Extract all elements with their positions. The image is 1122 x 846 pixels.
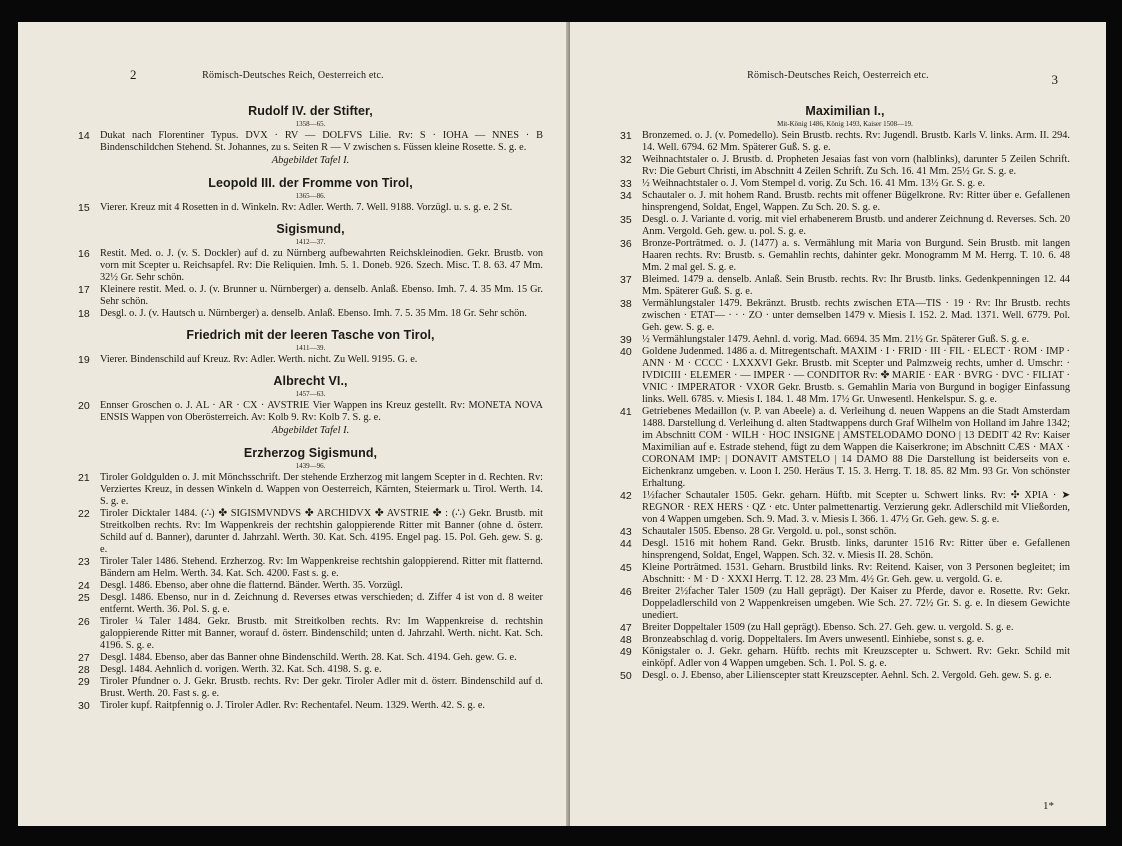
catalog-entry <box>78 308 543 320</box>
plate-reference: Abgebildet Tafel I. <box>271 155 350 166</box>
running-head: Römisch-Deutsches Reich, Oesterreich etc. <box>747 70 929 81</box>
entry-text: Getriebenes Medaillon (v. P. van Abeele) a. d. Verleihung d. neuen Wappens an die Stadt Amsterdam 1488. Darstellung d. Verleihung d. alten Stadtwappens durch Graf Wilhelm von Holland im Jahre 1342; im Abschnitt COM · WILH · HOC INSIGNE | AMSTELODAMO DONO | 13 DEDIT 42 Rv: Kaiser Maximilian auf e. Estrade stehend, fügt zu dem Wappen die Kaiserkrone; im Abschnitt CÆS · MAX · CORONAM IMP: | DONAVIT AMSTELO | 14 DAMO 88 Die Darstellung ist beiderseits von e. Eichenkranz umgeben. v. Loon I. 250. Heräus T. 15. 3. Herrg. T. 18. 85. 82 Mm. 93 Gr. Von schönster Erhaltung. <box>642 406 1070 489</box>
entry-number: 15 <box>78 202 90 214</box>
entry-text: Weihnachtstaler o. J. Brustb. d. Propheten Jesaias fast von vorn (halblinks), darunter 5 Zeilen Schrift. Rv: Die Geburt Christi, im Abschnitt 4 Zeilen Schrift. Zu Sch. 16. 41 Mm. 25½ Gr. S. g. e. <box>642 154 1070 177</box>
entry-text: Breiter 2½facher Taler 1509 (zu Hall geprägt). Der Kaiser zu Pferde, davor e. Rosette. Rv: Gekr. Doppeladlerschild von 2 Wappenkreisen umgeben. Wie Sch. 27. 72½ Gr. S. g. e. In diesem Gewichte unediert. <box>642 586 1070 621</box>
entry-text: Bronzemed. o. J. (v. Pomedello). Sein Brustb. rechts. Rv: Jugendl. Brustb. Karls V. links. Arm. II. 294. 14. Well. 6794. 62 Mm. Späterer Guß. S. g. e. <box>642 130 1070 153</box>
entry-text: Goldene Judenmed. 1486 a. d. Mitregentschaft. MAXIM · I · FRID · III · FIL · ELECT · ROM · IMP · ANN · M · CCCC · LXXXVI Gekr. Brustb. mit Scepter und Palmzweig rechts, umher d. Umschr: · IVDICIII · ELEMER · — IMPER · — CONDITOR Rv: ✤ MARIE · EAR · BVRG · DVC · FILIAT · VNIC · IMPERATOR · VXOR Gekr. Brustb. s. Gemahlin Maria von Burgund in bogiger Einfassung links. Well. 6785. v. Miesis I. 184. 1. 48 Mm. 17½ Gr. Unwesentl. Henkelspur. S. g. e. <box>642 346 1070 405</box>
entry-text: Vierer. Bindenschild auf Kreuz. Rv: Adler. Werth. nicht. Zu Well. 9195. G. e. <box>100 354 418 365</box>
catalog-entry <box>78 400 543 424</box>
catalog-entry <box>620 538 1070 562</box>
entry-text: Bleimed. 1479 a. denselb. Anlaß. Sein Brustb. rechts. Rv: Ihr Brustb. links. Gedenkpenningen 12. 44 Mm. Späterer Guß. S. g. e. <box>642 274 1070 297</box>
catalog-entry <box>78 248 543 284</box>
entry-text: Desgl. o. J. Ebenso, aber Lilienscepter statt Kreuzscepter. Aehnl. Sch. 2. Vergold. Geh. gew. S. g. e. <box>642 670 1052 681</box>
left-page-body <box>78 96 543 712</box>
entry-number: 27 <box>78 652 90 664</box>
entry-number: 45 <box>620 562 632 574</box>
entry-text: Tiroler kupf. Raitpfennig o. J. Tiroler Adler. Rv: Rechentafel. Neum. 1329. Werth. 42. S. g. e. <box>100 700 485 711</box>
section-title: Friedrich mit der leeren Tasche von Tirol, <box>186 328 435 342</box>
entry-text: Königstaler o. J. Gekr. geharn. Hüftb. rechts mit Kreuzscepter u. Schwert. Rv: Gekr. Schild mit einköpf. Adler von 4 Wappen umgeben. Sch. 1. Pol. S. g. e. <box>642 646 1070 669</box>
catalog-section <box>78 374 543 438</box>
section-title: Leopold III. der Fromme von Tirol, <box>208 176 413 190</box>
catalog-entry <box>620 562 1070 586</box>
catalog-entry <box>620 406 1070 490</box>
entry-text: Restit. Med. o. J. (v. S. Dockler) auf d. zu Nürnberg aufbewahrten Reichskleinodien. Gekr. Brustb. von vorn mit Scepter u. Reichsapfel. Rv: Die Reliquien. Imh. 5. 1. Doneb. 926. Szech. Misc. T. 8. 63. 47 Mm. 32½ Gr. Sehr schön. <box>100 248 543 283</box>
entry-text: Bronzeabschlag d. vorig. Doppeltalers. Im Avers unwesentl. Einhiebe, sonst s. g. e. <box>642 634 985 645</box>
entry-number: 21 <box>78 472 90 484</box>
catalog-entry <box>78 130 543 154</box>
section-title: Maximilian I., <box>805 104 885 118</box>
catalog-entry <box>620 526 1070 538</box>
entry-text: Vierer. Kreuz mit 4 Rosetten in d. Winkeln. Rv: Adler. Werth. 7. Well. 9188. Vorzügl. u. s. g. e. 2 St. <box>100 202 513 213</box>
running-head: Römisch-Deutsches Reich, Oesterreich etc. <box>202 70 384 81</box>
page-number: 3 <box>1051 72 1058 87</box>
catalog-entry <box>620 130 1070 154</box>
entry-number: 14 <box>78 130 90 142</box>
entry-number: 47 <box>620 622 632 634</box>
entry-number: 25 <box>78 592 90 604</box>
entry-text: Kleinere restit. Med. o. J. (v. Brunner u. Nürnberger) a. denselb. Anlaß. Ebenso. Imh. 7. 4. 35 Mm. 15 Gr. Sehr schön. <box>100 284 543 307</box>
entry-text: Desgl. 1484. Ebenso, aber das Banner ohne Bindenschild. Werth. 28. Kat. Sch. 4194. Geh. gew. G. e. <box>100 652 517 663</box>
entry-number: 16 <box>78 248 90 260</box>
entry-number: 39 <box>620 334 632 346</box>
entry-number: 38 <box>620 298 632 310</box>
catalog-entry <box>620 154 1070 178</box>
right-page <box>570 22 1106 826</box>
catalog-entry <box>78 508 543 556</box>
entry-text: Desgl. 1484. Aehnlich d. vorigen. Werth. 32. Kat. Sch. 4198. S. g. e. <box>100 664 382 675</box>
catalog-section <box>78 222 543 320</box>
catalog-section <box>78 446 543 712</box>
catalog-section <box>620 104 1070 682</box>
entry-number: 23 <box>78 556 90 568</box>
section-dates: 1412—37. <box>295 238 326 246</box>
entry-number: 29 <box>78 676 90 688</box>
entry-number: 46 <box>620 586 632 598</box>
entry-number: 44 <box>620 538 632 550</box>
entry-text: Desgl. o. J. (v. Hautsch u. Nürnberger) a. denselb. Anlaß. Ebenso. Imh. 7. 5. 35 Mm. 18 Gr. Sehr schön. <box>100 308 527 319</box>
catalog-entry <box>78 472 543 508</box>
catalog-entry <box>78 652 543 664</box>
catalog-entry <box>620 622 1070 634</box>
catalog-entry <box>78 592 543 616</box>
entry-number: 36 <box>620 238 632 250</box>
entry-number: 40 <box>620 346 632 358</box>
catalog-section <box>78 176 543 214</box>
catalog-entry <box>620 586 1070 622</box>
section-title: Sigismund, <box>276 222 345 236</box>
entry-text: 1½facher Schautaler 1505. Gekr. geharn. Hüftb. mit Scepter u. Schwert links. Rv: ✣ XPIA · ➤ REGNOR · REX HERS · QZ · etc. Unter palmettenartig. Verzierung gekr. Adlerschild mit Vließorden, von 4 Wappen umgeben. Sch. 9. Mad. 3. v. Miesis I. 366. 1. 47½ Gr. Geh. gew. S. g. e. <box>642 490 1070 525</box>
entry-text: Desgl. 1486. Ebenso, aber ohne die flatternd. Bänder. Werth. 35. Vorzügl. <box>100 580 403 591</box>
catalog-entry <box>620 346 1070 406</box>
catalog-entry <box>620 490 1070 526</box>
entry-number: 41 <box>620 406 632 418</box>
page-number: 2 <box>130 67 137 82</box>
entry-number: 48 <box>620 634 632 646</box>
entry-number: 49 <box>620 646 632 658</box>
entry-text: Kleine Porträtmed. 1531. Geharn. Brustbild links. Rv: Reitend. Kaiser, von 3 Personen begleitet; im Abschnitt: · M · D · XXXI Herrg. T. 12. 28. 23 Mm. 4½ Gr. Geh. gew. u. vergold. G. e. <box>642 562 1070 585</box>
section-dates: Mit-König 1486, König 1493, Kaiser 1508—19. <box>777 120 913 128</box>
signature-mark: 1* <box>1043 800 1054 812</box>
entry-text: Schautaler o. J. mit hohem Rand. Brustb. rechts mit offener Bügelkrone. Rv: Ritter über e. Gefallenen hinsprengend, Soldat, Engel, Wappen. Zu Sch. 20. S. g. e. <box>642 190 1070 213</box>
section-title: Albrecht VI., <box>273 374 348 388</box>
section-title: Erzherzog Sigismund, <box>243 446 378 460</box>
section-dates: 1358—65. <box>295 120 326 128</box>
entry-text: Ennser Groschen o. J. AL · AR · CX · AVSTRIE Vier Wappen ins Kreuz gestellt. Rv: MONETA NOVA ENSIS Wappen von Oberösterreich. Av: Kolb 9. Rv: Kolb 7. S. g. e. <box>100 400 543 423</box>
catalog-entry <box>620 298 1070 334</box>
catalog-entry <box>620 334 1070 346</box>
entry-number: 22 <box>78 508 90 520</box>
left-page <box>18 22 568 826</box>
entry-number: 19 <box>78 354 90 366</box>
catalog-entry <box>78 580 543 592</box>
entry-text: Dukat nach Florentiner Typus. DVX · RV — DOLFVS Lilie. Rv: S · IOHA — NNES · B Bindenschildchen Stehend. St. Johannes, zu s. Seiten R — V zwischen s. Füssen kleine Rosette. S. g. e. <box>100 130 543 153</box>
catalog-section <box>78 328 543 366</box>
catalog-entry <box>620 646 1070 670</box>
entry-number: 35 <box>620 214 632 226</box>
entry-number: 30 <box>78 700 90 712</box>
entry-number: 32 <box>620 154 632 166</box>
entry-text: Tiroler Taler 1486. Stehend. Erzherzog. Rv: Im Wappenkreise rechtshin galoppierend. Ritter mit flatternd. Bändern am Helm. Werth. 34. Kat. Sch. 4200. Fast s. g. e. <box>100 556 543 579</box>
right-page-body <box>620 96 1070 682</box>
entry-text: Schautaler 1505. Ebenso. 28 Gr. Vergold. u. pol., sonst schön. <box>642 526 897 537</box>
entry-number: 26 <box>78 616 90 628</box>
entry-number: 31 <box>620 130 632 142</box>
catalog-entry <box>78 202 543 214</box>
section-dates: 1411—39. <box>295 344 326 352</box>
catalog-entry <box>78 676 543 700</box>
section-dates: 1457—63. <box>295 390 326 398</box>
catalog-section <box>78 104 543 168</box>
entry-number: 37 <box>620 274 632 286</box>
catalog-entry <box>78 664 543 676</box>
catalog-entry <box>620 214 1070 238</box>
catalog-entry <box>620 634 1070 646</box>
entry-text: Tiroler Goldgulden o. J. mit Mönchsschrift. Der stehende Erzherzog mit langem Scepter in d. Rechten. Rv: Verziertes Kreuz, in dessen Winkeln d. Wappen von Oesterreich, Kärnten, Steiermark u. Tirol. Werth. 14. S. g. e. <box>100 472 543 507</box>
catalog-entry <box>78 700 543 712</box>
catalog-entry <box>620 274 1070 298</box>
entry-number: 20 <box>78 400 90 412</box>
entry-text: Tiroler ¼ Taler 1484. Gekr. Brustb. mit Streitkolben rechts. Rv: Im Wappenkreise d. rechtshin galoppierende Ritter mit Banner, worauf d. österr. Bindenschild; unten d. Jahrzahl. Werth. nicht. Kat. Sch. 4196. S. g. e. <box>100 616 543 651</box>
entry-text: Desgl. 1486. Ebenso, nur in d. Zeichnung d. Reverses etwas verschieden; d. Ziffer 4 ist von d. 8 weiter entfernt. Werth. 36. Pol. S. g. e. <box>100 592 543 615</box>
entry-number: 33 <box>620 178 632 190</box>
entry-text: Breiter Doppeltaler 1509 (zu Hall geprägt). Ebenso. Sch. 27. Geh. gew. u. vergold. S. g. e. <box>642 622 1014 633</box>
entry-text: Desgl. 1516 mit hohem Rand. Gekr. Brustb. links, darunter 1516 Rv: Ritter über e. Gefallenen hinsprengend, Soldat, Engel, Wappen. Sch. 32. v. Miesis II. 28. Schön. <box>642 538 1070 561</box>
entry-number: 24 <box>78 580 90 592</box>
catalog-entry <box>78 354 543 366</box>
entry-text: ½ Vermählungstaler 1479. Aehnl. d. vorig. Mad. 6694. 35 Mm. 21½ Gr. Späterer Guß. S. g. e. <box>642 334 1030 345</box>
section-title: Rudolf IV. der Stifter, <box>248 104 373 118</box>
catalog-entry <box>620 670 1070 682</box>
entry-text: Tiroler Dicktaler 1484. (∴) ✤ SIGISMVNDVS ✤ ARCHIDVX ✤ AVSTRIE ✤ : (∴) Gekr. Brustb. mit Streitkolben rechts. Rv: Im Wappenkreis der rechtshin galoppierende Ritter mit Banner (ohne d. österr. Schild auf d. Banner), darunter d. Jahrzahl. Werth. 30. Kat. Sch. 4195. Engel pag. 15. Pol. Geh. gew. S. g. e. <box>100 508 543 555</box>
entry-text: Bronze-Porträtmed. o. J. (1477) a. s. Vermählung mit Maria von Burgund. Sein Brustb. mit langen Haaren rechts. Rv: Brustb. s. Gemahlin rechts, dahinter gekr. Monogramm M M. Herrg. T. 10. 6. 48 Mm. 2 mal gel. S. g. e. <box>642 238 1070 273</box>
catalog-entry <box>78 616 543 652</box>
entry-number: 34 <box>620 190 632 202</box>
plate-reference: Abgebildet Tafel I. <box>271 425 350 436</box>
entry-number: 18 <box>78 308 90 320</box>
entry-number: 17 <box>78 284 90 296</box>
entry-number: 28 <box>78 664 90 676</box>
catalog-entry <box>620 178 1070 190</box>
section-dates: 1439—96. <box>295 462 326 470</box>
catalog-entry <box>78 556 543 580</box>
section-dates: 1365—86. <box>295 192 326 200</box>
entry-text: ½ Weihnachtstaler o. J. Vom Stempel d. vorig. Zu Sch. 16. 41 Mm. 13½ Gr. S. g. e. <box>642 178 985 189</box>
catalog-entry <box>620 238 1070 274</box>
entry-number: 42 <box>620 490 632 502</box>
entry-number: 43 <box>620 526 632 538</box>
catalog-entry <box>78 284 543 308</box>
catalog-entry <box>620 190 1070 214</box>
entry-text: Vermählungstaler 1479. Bekränzt. Brustb. rechts zwischen ETA—TIS · 19 · Rv: Ihr Brustb. rechts zwischen · ETAT— · · · ZO · unter demselben 1479 v. Miesis I. 152. 2. Mad. 1371. Well. 6779. Pol. Geh. gew. S. g. e. <box>642 298 1070 333</box>
entry-number: 50 <box>620 670 632 682</box>
entry-text: Desgl. o. J. Variante d. vorig. mit viel erhabenerem Brustb. und anderer Zeichnung d. Reverses. Sch. 20 Anm. Vergold. Geh. gew. u. pol. S. g. e. <box>642 214 1070 237</box>
entry-text: Tiroler Pfundner o. J. Gekr. Brustb. rechts. Rv: Der gekr. Tiroler Adler mit d. österr. Bindenschild auf d. Brust. Werth. 20. Fast s. g. e. <box>100 676 543 699</box>
